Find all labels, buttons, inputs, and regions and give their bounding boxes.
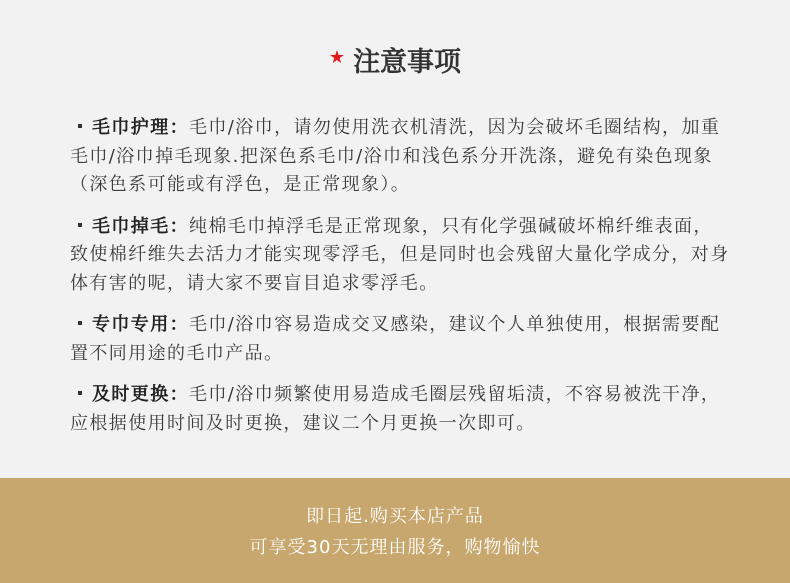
note-text: 毛巾/浴巾频繁使用易造成毛圈层残留垢渍，不容易被洗干净，应根据使用时间及时更换，建议二个月更换一次即可。 [70, 384, 721, 434]
bullet-icon [78, 391, 82, 395]
star-icon: ★ [328, 47, 346, 68]
note-text: 毛巾/浴巾，请勿使用洗衣机清洗，因为会破坏毛圈结构，加重毛巾/浴巾掉毛现象.把深色系毛巾/浴巾和浅色系分开洗涤，避免有染色现象（深色系可能或有浮色，是正常现象）。 [70, 117, 721, 195]
page-title: 注意事项 [353, 47, 462, 78]
bullet-icon [78, 321, 82, 325]
note-item-care [70, 114, 730, 200]
note-text: 毛巾/浴巾容易造成交叉感染，建议个人单独使用，根据需要配置不同用途的毛巾产品。 [70, 314, 721, 364]
note-label: 专巾专用： [92, 314, 189, 335]
notes-list [70, 114, 730, 451]
bullet-icon [78, 223, 82, 227]
title-row [0, 38, 790, 83]
bullet-icon [78, 124, 82, 128]
note-item-replace [70, 381, 730, 438]
note-label: 及时更换： [92, 384, 189, 405]
note-item-shedding [70, 213, 730, 299]
note-label: 毛巾掉毛： [92, 215, 189, 237]
note-text: 纯棉毛巾掉浮毛是正常现象，只有化学强碱破坏棉纤维表面，致使棉纤维失去活力才能实现零浮毛，但是同时也会残留大量化学成分，对身体有害的呢，请大家不要盲目追求零浮毛。 [70, 215, 730, 294]
footer-banner [0, 478, 790, 583]
footer-line-2: 可享受30天无理由服务，购物愉快 [249, 537, 541, 558]
footer-line-1: 即日起.购买本店产品 [306, 506, 484, 527]
note-label: 毛巾护理： [92, 117, 189, 138]
note-item-dedicated [70, 311, 730, 368]
